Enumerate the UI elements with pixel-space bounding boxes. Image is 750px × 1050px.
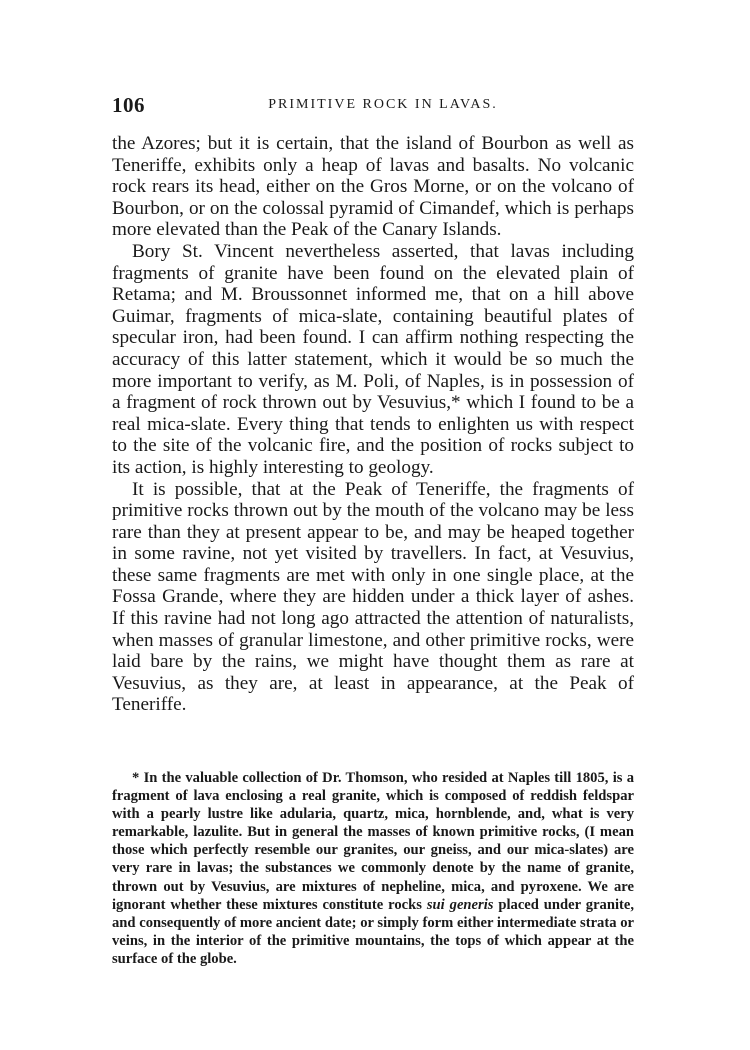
- footnote-text: [112, 769, 634, 968]
- paragraph-1: the Azores; but it is certain, that the island of Bourbon as well as Teneriffe, exhibits only a heap of lavas and basalts. No volcanic rock rears its head, either on the Gros Morne, or on the volcano of Bourbon, or on the colossal pyramid of Cimandef, which is perhaps more elevated than the Peak of the Canary Islands.: [112, 133, 634, 241]
- body-text: [112, 133, 634, 716]
- paragraph-3: It is possible, that at the Peak of Teneriffe, the fragments of primitive rocks thrown out by the mouth of the volcano may be less rare than they at present appear to be, and may be heaped together in some ravine, not yet visited by travellers. In fact, at Vesuvius, these same fragments are met with only in one single place, at the Fossa Grande, where they are hidden under a thick layer of ashes. If this ravine had not long ago attracted the attention of naturalists, when masses of granular limestone, and other primitive rocks, were laid bare by the rains, we might have thought them as rare at Vesuvius, as they are, at least in appearance, at the Peak of Teneriffe.: [112, 478, 634, 716]
- footnote-text-part-2: placed under granite, and consequently of more ancient date; or simply form either intermediate strata or veins, in the interior of the primitive mountains, the tops of which appear at the surface of the globe.: [112, 896, 634, 967]
- footnote-italic-term: sui generis: [426, 896, 494, 913]
- footnote: [112, 769, 634, 968]
- page-number: 106: [112, 93, 145, 117]
- paragraph-2: Bory St. Vincent nevertheless asserted, that lavas including fragments of granite have been found on the elevated plain of Retama; and M. Broussonnet informed me, that on a hill above Guimar, fragments of mica-slate, containing beautiful plates of specular iron, had been found. I can affirm nothing respecting the accuracy of this latter statement, which it would be so much the more important to verify, as M. Poli, of Naples, is in possession of a fragment of rock thrown out by Vesuvius,* which I found to be a real mica-slate. Every thing that tends to enlighten us with respect to the site of the volcanic fire, and the position of rocks subject to its action, is highly interesting to geology.: [112, 240, 634, 478]
- page-header: [112, 93, 634, 117]
- footnote-text-part-1: * In the valuable collection of Dr. Thomson, who resided at Naples till 1805, is a fragment of lava enclosing a real granite, which is composed of reddish feldspar with a pearly lustre like adularia, quartz, mica, hornblende, and, what is very remarkable, lazulite. But in general the masses of known primitive rocks, (I mean those which perfectly resemble our granites, our gneiss, and our mica-slates) are very rare in lavas; the substances we commonly denote by the name of granite, thrown out by Vesuvius, are mixtures of nepheline, mica, and pyroxene. We are ignorant whether these mixtures constitute rocks: [112, 770, 634, 913]
- running-title: PRIMITIVE ROCK IN LAVAS.: [268, 97, 498, 112]
